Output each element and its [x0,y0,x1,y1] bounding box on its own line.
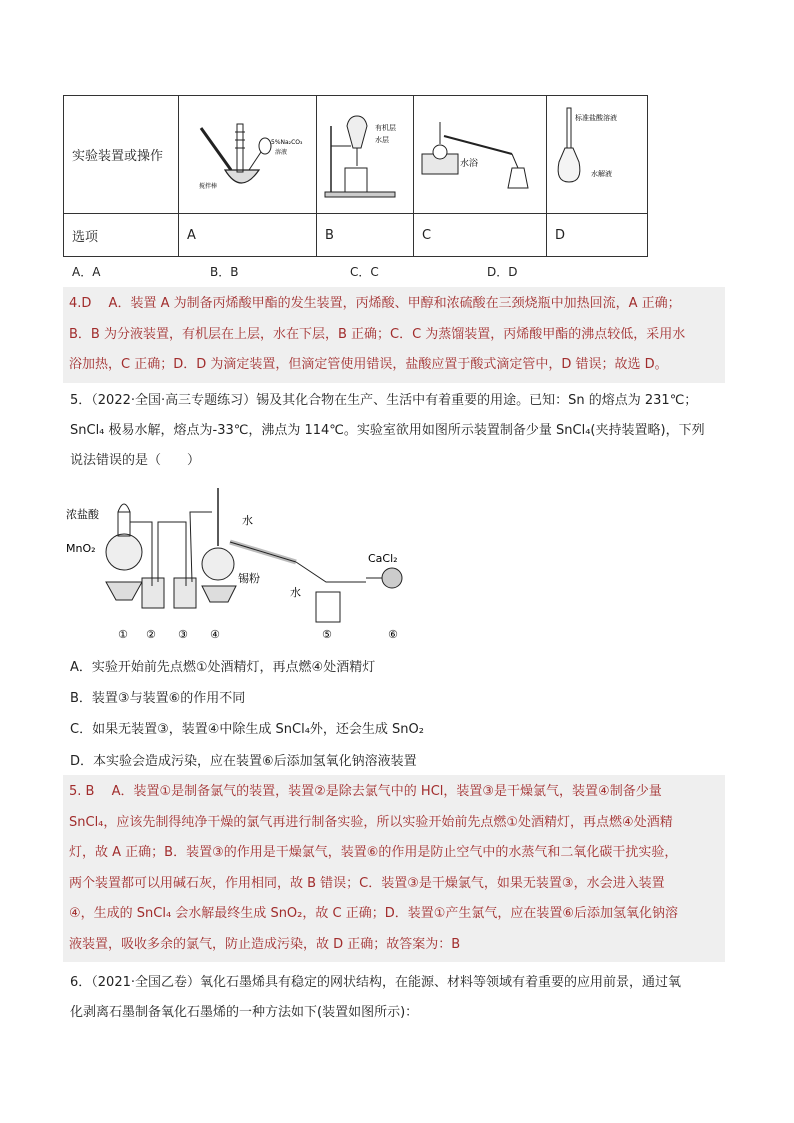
q5-answer-line: ④，生成的 SnCl₄ 会水解最终生成 SnO₂，故 C 正确；D．装置①产生氯气，应在装置⑥后添加氢氧化钠溶 [69,906,679,921]
label-cacl2: CaCl₂ [368,552,398,565]
label-water-bath: 水浴 [460,159,479,169]
q4-choice-d: D．D [487,265,518,279]
q5-answer-line: SnCl₄，应该先制得纯净干燥的氯气再进行制备实验，所以实验开始前先点燃①处酒精灯，再点燃④处酒精 [69,814,673,830]
q4-choice-c: C．C [350,265,379,279]
q5-stem-line: 5．（2022·全国·高三专题练习）锡及其化合物在生产、生活中有着重要的用途。已知：Sn 的熔点为 231℃； [70,393,698,408]
figure-d-cell [547,96,648,214]
row-label-option: 选项 [64,214,179,257]
label-hydrolysate: 水解液 [591,170,612,178]
q5-answer-line: 5. B A．装置①是制备氯气的装置，装置②是除去氯气中的 HCl，装置③是干燥氯气，装置④制备少量 [69,784,662,799]
label-num-6: ⑥ [388,628,398,641]
label-num-5: ⑤ [322,628,332,641]
q4-answer-box [63,287,725,383]
q6-stem-line: 6．（2021·全国乙卷）氧化石墨烯具有稳定的网状结构，在能源、材料等领域有着重要的应用前景，通过氧 [70,975,681,990]
apparatus-table [63,95,648,257]
q4-answer-line: 浴加热，C 正确；D．D 为滴定装置，但滴定管使用错误，盐酸应置于酸式滴定管中，D 错误；故选 D。 [69,357,668,372]
figure-c-distillation [414,96,546,213]
q4-answer-line: 4.D A．装置 A 为制备丙烯酸甲酯的发生装置，丙烯酸、甲醇和浓硫酸在三颈烧瓶中加热回流，A 正确； [69,296,681,311]
q5-answer-line: 灯，故 A 正确；B．装置③的作用是干燥氯气，装置⑥的作用是防止空气中的水蒸气和二氧化碳干扰实验， [69,845,678,860]
q5-answer-line: 液装置，吸收多余的氯气，防止造成污染，故 D 正确；故答案为：B [69,936,461,952]
label-mno2: MnO₂ [66,542,96,555]
label-water-in: 水 [242,514,253,527]
q5-answer-box [63,775,725,962]
q5-choice-b: B．装置③与装置⑥的作用不同 [70,691,246,706]
label-num-4: ④ [210,628,220,641]
label-solution: 溶液 [275,149,288,156]
figure-a-three-neck-flask [179,96,316,213]
q5-choice-a: A．实验开始前先点燃①处酒精灯，再点燃④处酒精灯 [70,660,376,675]
label-water-out: 水 [290,586,301,599]
q5-stem [70,386,730,476]
label-conc-hcl: 浓盐酸 [66,508,99,521]
label-na2co3: 5%Na₂CO₃ [271,139,303,146]
q5-answer-line: 两个装置都可以用碱石灰，作用相同，故 B 错误；C．装置③是干燥氯气，如果无装置③，水会进入装置 [69,875,665,891]
label-standard-hcl: 标准盐酸溶液 [575,114,617,122]
label-num-2: ② [146,628,156,641]
q5-choice-c: C．如果无装置③，装置④中除生成 SnCl₄外，还会生成 SnO₂ [70,722,424,737]
option-a-cell: A [179,214,317,257]
q5-stem-line: 说法错误的是（ ） [70,453,201,468]
figure-b-separatory-funnel [317,96,413,213]
figure-d-titration [547,96,647,213]
option-d-cell: D [547,214,648,257]
figure-c-cell [414,96,547,214]
q4-choice-b: B．B [210,265,239,279]
label-tin-powder: 锡粉 [238,572,260,585]
option-c-cell: C [414,214,547,257]
row-label-apparatus: 实验装置或操作 [64,96,179,214]
label-num-1: ① [118,628,128,641]
q6-stem [70,968,730,1028]
option-b-cell: B [317,214,414,257]
figure-b-cell [317,96,414,214]
label-num-3: ③ [178,628,188,641]
q5-apparatus-figure [66,482,426,644]
label-organic-layer: 有机层 [375,124,396,132]
q4-choice-a: A．A [72,265,101,279]
q6-stem-line: 化剥离石墨制备氧化石墨烯的一种方法如下(装置如图所示)： [70,1005,419,1020]
q4-answer-line: B．B 为分液装置，有机层在上层，水在下层，B 正确；C．C 为蒸馏装置，丙烯酸甲酯的沸点较低，采用水 [69,326,686,342]
figure-a-cell [179,96,317,214]
label-stir-rod: 搅拌棒 [199,183,218,190]
q5-stem-line: SnCl₄ 极易水解，熔点为-33℃，沸点为 114℃。实验室欲用如图所示装置制备少量 SnCl₄(夹持装置略)，下列 [70,423,705,438]
label-water-layer: 水层 [375,136,389,144]
q5-choice-d: D．本实验会造成污染，应在装置⑥后添加氢氧化钠溶液装置 [70,754,417,769]
